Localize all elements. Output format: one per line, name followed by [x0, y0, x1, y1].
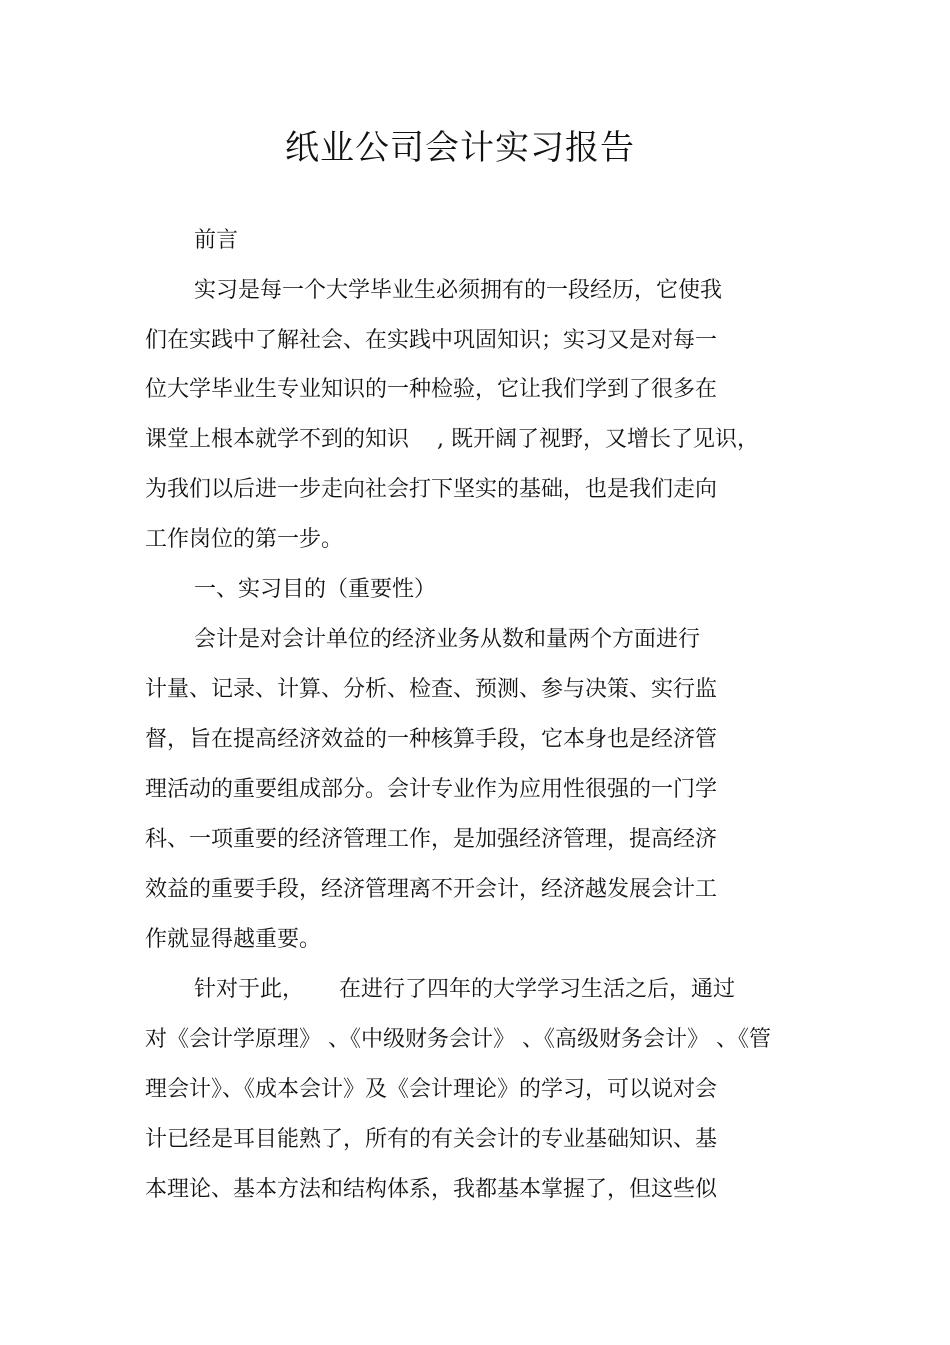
section-heading-purpose: 一、实习目的（重要性） — [194, 577, 437, 602]
paragraph-line: 效益的重要手段，经济管理离不开会计，经济越发展会计工 — [145, 877, 718, 902]
paragraph-line: 对《会计学原理》 、《中级财务会计》 、《高级财务会计》 、《管 — [145, 1027, 771, 1052]
paragraph-line: 针对于此， 在进行了四年的大学学习生活之后，通过 — [194, 977, 735, 1002]
paragraph-line: 计量、记录、计算、分析、检查、预测、参与决策、实行监 — [145, 677, 718, 702]
paragraph-line: 科、一项重要的经济管理工作，是加强经济管理，提高经济 — [145, 827, 718, 852]
paragraph-line: 们在实践中了解社会、在实践中巩固知识；实习又是对每一 — [145, 328, 718, 353]
paragraph-line: 位大学毕业生专业知识的一种检验，它让我们学到了很多在 — [145, 377, 718, 402]
paragraph-line: 会计是对会计单位的经济业务从数和量两个方面进行 — [194, 627, 701, 652]
paragraph-line: 实习是每一个大学毕业生必须拥有的一段经历，它使我 — [194, 278, 723, 303]
paragraph-line: 为我们以后进一步走向社会打下坚实的基础，也是我们走向 — [145, 477, 718, 502]
paragraph-line: 督，旨在提高经济效益的一种核算手段，它本身也是经济管 — [145, 727, 718, 752]
paragraph-line: 作就显得越重要。 — [145, 927, 322, 952]
section-heading-preface: 前言 — [194, 228, 239, 253]
paragraph-line: 工作岗位的第一步。 — [145, 527, 344, 552]
paragraph-line: 理活动的重要组成部分。会计专业作为应用性很强的一门学 — [145, 777, 718, 802]
paragraph-line: 本理论、基本方法和结构体系，我都基本掌握了，但这些似 — [145, 1177, 718, 1202]
paragraph-line: 计已经是耳目能熟了，所有的有关会计的专业基础知识、基 — [145, 1127, 718, 1152]
paragraph-line: 课堂上根本就学不到的知识 , 既开阔了视野，又增长了见识， — [145, 427, 759, 452]
paragraph-line: 理会计》、《成本会计》及《会计理论》的学习，可以说对会 — [145, 1077, 718, 1102]
document-title: 纸业公司会计实习报告 — [285, 128, 635, 168]
